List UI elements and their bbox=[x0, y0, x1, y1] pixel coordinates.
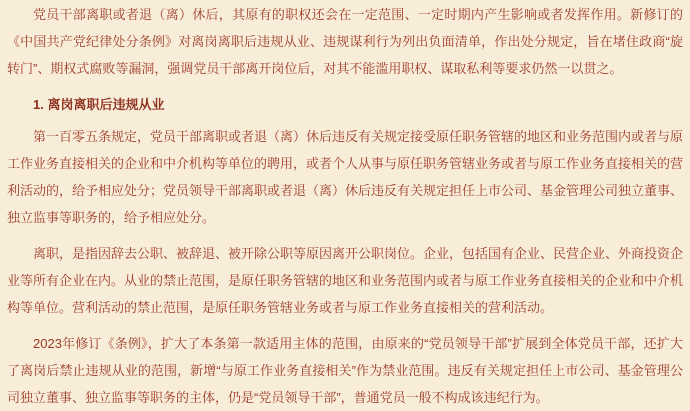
section-heading: 1. 离岗离职后违规从业 bbox=[33, 97, 165, 112]
paragraph-rule-105: 第一百零五条规定，党员干部离职或者退（离）休后违反有关规定接受原任职务管辖的地区和业务范围内或者与原工作业务直接相关的企业和中介机构等单位的聘用，或者个人从事与原任职务管辖业务或者与原工作业务直接相关的营利活动的，给予相应处分；党员领导干部离职或者退（离）休后违反有关规定担任上市公司、基金管理公司独立董事、独立监事等职务的，给予相应处分。 bbox=[7, 129, 684, 225]
intro-paragraph: 党员干部离职或者退（离）休后，其原有的职权还会在一定范围、一定时期内产生影响或者发挥作用。新修订的《中国共产党纪律处分条例》对离岗离职后违规从业、违规谋利行为列出负面清单，作出处分规定，旨在堵住政商“旋转门”、期权式腐败等漏洞，强调党员干部离开岗位后，对其不能滥用职权、谋取私利等要求仍然一以贯之。 bbox=[7, 7, 683, 76]
paragraph-definitions: 离职，是指因辞去公职、被辞退、被开除公职等原因离开公职岗位。企业，包括国有企业、民营企业、外商投资企业等所有企业在内。从业的禁止范围，是原任职务管辖的地区和业务范围内或者与原工作业务直接相关的企业和中介机构等单位。营利活动的禁止范围，是原任职务管辖业务或者与原工作业务直接相关的营利活动。 bbox=[7, 246, 684, 315]
paragraph-2023-revision: 2023年修订《条例》，扩大了本条第一款适用主体的范围，由原来的“党员领导干部”扩展到全体党员干部，还扩大了离岗后禁止违规从业的范围，新增“与原工作业务直接相关”作为禁业范围。违反有关规定担任上市公司、基金管理公司独立董事、独立监事等职务的主体，仍是“党员领导干部”，普通党员一般不构成该违纪行为。 bbox=[7, 336, 683, 405]
